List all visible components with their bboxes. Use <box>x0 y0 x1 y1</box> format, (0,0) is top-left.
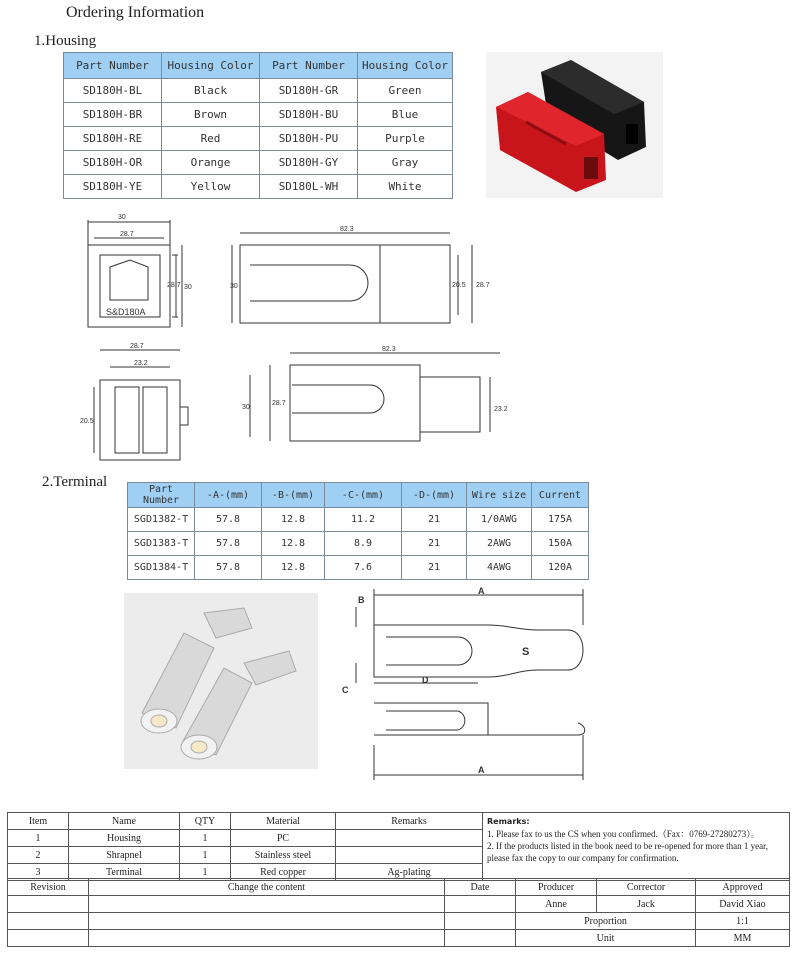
header-cell: Name <box>69 813 180 830</box>
unit-label: Unit <box>516 930 696 947</box>
dim-label: 28.7 <box>476 282 490 289</box>
header-cell: -D-(mm) <box>402 483 467 508</box>
cell: Terminal <box>69 864 180 881</box>
dim-label: 23.2 <box>494 406 508 413</box>
cell: 8.9 <box>325 532 402 556</box>
cell: 1 <box>180 847 231 864</box>
dim-label: 20.5 <box>452 282 466 289</box>
cell: 12.8 <box>262 532 325 556</box>
brand-mark: S&D180A <box>106 307 146 317</box>
cell <box>89 913 445 930</box>
cell: Orange <box>162 151 260 175</box>
dim-label: 20.5 <box>80 418 94 425</box>
table-row <box>64 127 453 151</box>
cell: 1/0AWG <box>467 508 532 532</box>
cell: 21 <box>402 556 467 580</box>
cell: SD180L-WH <box>260 175 358 199</box>
cell <box>89 896 445 913</box>
table-row <box>64 175 453 199</box>
dim-letter: D <box>422 675 429 685</box>
cell: SD180H-BL <box>64 79 162 103</box>
cell: Housing <box>69 830 180 847</box>
cell: 1 <box>180 864 231 881</box>
cell <box>445 896 516 913</box>
header-cell: Change the content <box>89 879 445 896</box>
cell <box>445 930 516 947</box>
cell: 12.8 <box>262 508 325 532</box>
table-row <box>128 508 589 532</box>
dim-letter: A <box>478 765 485 775</box>
header-cell: Revision <box>8 879 89 896</box>
cell: Ag-plating <box>336 864 483 881</box>
cell: SD180H-GY <box>260 151 358 175</box>
cell: Black <box>162 79 260 103</box>
cell: 57.8 <box>195 508 262 532</box>
cell: Shrapnel <box>69 847 180 864</box>
bom-table <box>7 812 790 881</box>
dim-label: 30 <box>184 284 192 291</box>
dim-label: 30 <box>230 283 238 290</box>
cell: 2 <box>8 847 69 864</box>
header-cell: Date <box>445 879 516 896</box>
cell: SD180H-RE <box>64 127 162 151</box>
cell: SD180H-BU <box>260 103 358 127</box>
header-cell: Housing Color <box>162 53 260 79</box>
bom-header-row <box>8 813 790 830</box>
terminal-photo <box>124 593 318 769</box>
header-cell: Part Number <box>64 53 162 79</box>
cell: 120A <box>532 556 589 580</box>
cell: Yellow <box>162 175 260 199</box>
cell: Green <box>358 79 453 103</box>
dim-label: 28.7 <box>120 231 134 238</box>
header-cell: Item <box>8 813 69 830</box>
proportion-value: 1:1 <box>696 913 790 930</box>
proportion-label: Proportion <box>516 913 696 930</box>
dim-label: 30 <box>242 404 250 411</box>
cell: 21 <box>402 508 467 532</box>
header-cell: Approved <box>696 879 790 896</box>
table-row <box>128 556 589 580</box>
cell: Brown <box>162 103 260 127</box>
cell: 57.8 <box>195 532 262 556</box>
cell: 1 <box>180 830 231 847</box>
cell: 11.2 <box>325 508 402 532</box>
corrector-cell: Jack <box>597 896 696 913</box>
cell: 175A <box>532 508 589 532</box>
cell: Purple <box>358 127 453 151</box>
cell: Red <box>162 127 260 151</box>
cell: 4AWG <box>467 556 532 580</box>
dim-label: 28.7 <box>167 282 181 289</box>
cell: 57.8 <box>195 556 262 580</box>
page-title: Ordering Information <box>66 4 205 21</box>
cell: SD180H-PU <box>260 127 358 151</box>
cell <box>8 913 89 930</box>
dim-label: 28.7 <box>130 343 144 350</box>
cell: SGD1383-T <box>128 532 195 556</box>
cell <box>336 847 483 864</box>
cell <box>8 896 89 913</box>
table-row <box>8 913 790 930</box>
cell: 21 <box>402 532 467 556</box>
cell: SGD1384-T <box>128 556 195 580</box>
header-cell: Part Number <box>260 53 358 79</box>
dim-letter: B <box>358 595 365 605</box>
header-cell: -B-(mm) <box>262 483 325 508</box>
terminal-table <box>127 482 589 580</box>
cell: Red copper <box>231 864 336 881</box>
cell <box>336 830 483 847</box>
housing-drawings <box>60 205 520 475</box>
cell: Gray <box>358 151 453 175</box>
header-cell: Material <box>231 813 336 830</box>
cell: 2AWG <box>467 532 532 556</box>
table-row <box>8 930 790 947</box>
dim-label: 82.3 <box>382 346 396 353</box>
header-cell: Current <box>532 483 589 508</box>
remarks-line: 2. If the products listed in the book need to be re-opened for more than 1 year, please fax the copy to our company for confirmation. <box>487 841 769 863</box>
header-cell: Remarks <box>336 813 483 830</box>
header-cell: Part Number <box>128 483 195 508</box>
table-row <box>8 896 790 913</box>
header-cell: -A-(mm) <box>195 483 262 508</box>
header-cell: -C-(mm) <box>325 483 402 508</box>
table-row <box>128 532 589 556</box>
dim-label: 82.3 <box>340 226 354 233</box>
header-cell: QTY <box>180 813 231 830</box>
remarks-line: 1. Please fax to us the CS when you confirmed.（Fax：0769-27280273）。 <box>487 829 760 839</box>
unit-value: MM <box>696 930 790 947</box>
table-row <box>64 151 453 175</box>
table-row <box>64 79 453 103</box>
dim-label: 28.7 <box>272 400 286 407</box>
terminal-header-row <box>128 483 589 508</box>
cell: 12.8 <box>262 556 325 580</box>
housing-photo <box>486 52 663 198</box>
revision-table <box>7 878 790 947</box>
producer-cell: Anne <box>516 896 597 913</box>
cell: Stainless steel <box>231 847 336 864</box>
housing-table <box>63 52 453 199</box>
cell: Blue <box>358 103 453 127</box>
header-cell: Wire size <box>467 483 532 508</box>
remarks-title: Remarks: <box>487 817 530 826</box>
housing-header-row <box>64 53 453 79</box>
cell <box>8 930 89 947</box>
cell: PC <box>231 830 336 847</box>
dim-letter: C <box>342 685 349 695</box>
cell: SD180H-GR <box>260 79 358 103</box>
table-row <box>64 103 453 127</box>
cell: SGD1382-T <box>128 508 195 532</box>
cell: SD180H-OR <box>64 151 162 175</box>
header-cell: Producer <box>516 879 597 896</box>
terminal-heading: 2.Terminal <box>42 474 108 490</box>
approved-cell: David Xiao <box>696 896 790 913</box>
dim-label: 30 <box>118 214 126 221</box>
cell: 3 <box>8 864 69 881</box>
cell <box>89 930 445 947</box>
cell <box>445 913 516 930</box>
dim-label: 23.2 <box>134 360 148 367</box>
cell: SD180H-BR <box>64 103 162 127</box>
cell: 150A <box>532 532 589 556</box>
cell: 1 <box>8 830 69 847</box>
revision-header-row <box>8 879 790 896</box>
terminal-drawing <box>338 585 598 785</box>
cell: 7.6 <box>325 556 402 580</box>
remarks-cell <box>483 813 790 881</box>
cell: White <box>358 175 453 199</box>
cell: SD180H-YE <box>64 175 162 199</box>
header-cell: Corrector <box>597 879 696 896</box>
header-cell: Housing Color <box>358 53 453 79</box>
dim-letter: A <box>478 586 485 596</box>
terminal-logo: S <box>522 646 530 658</box>
housing-heading: 1.Housing <box>34 33 97 49</box>
